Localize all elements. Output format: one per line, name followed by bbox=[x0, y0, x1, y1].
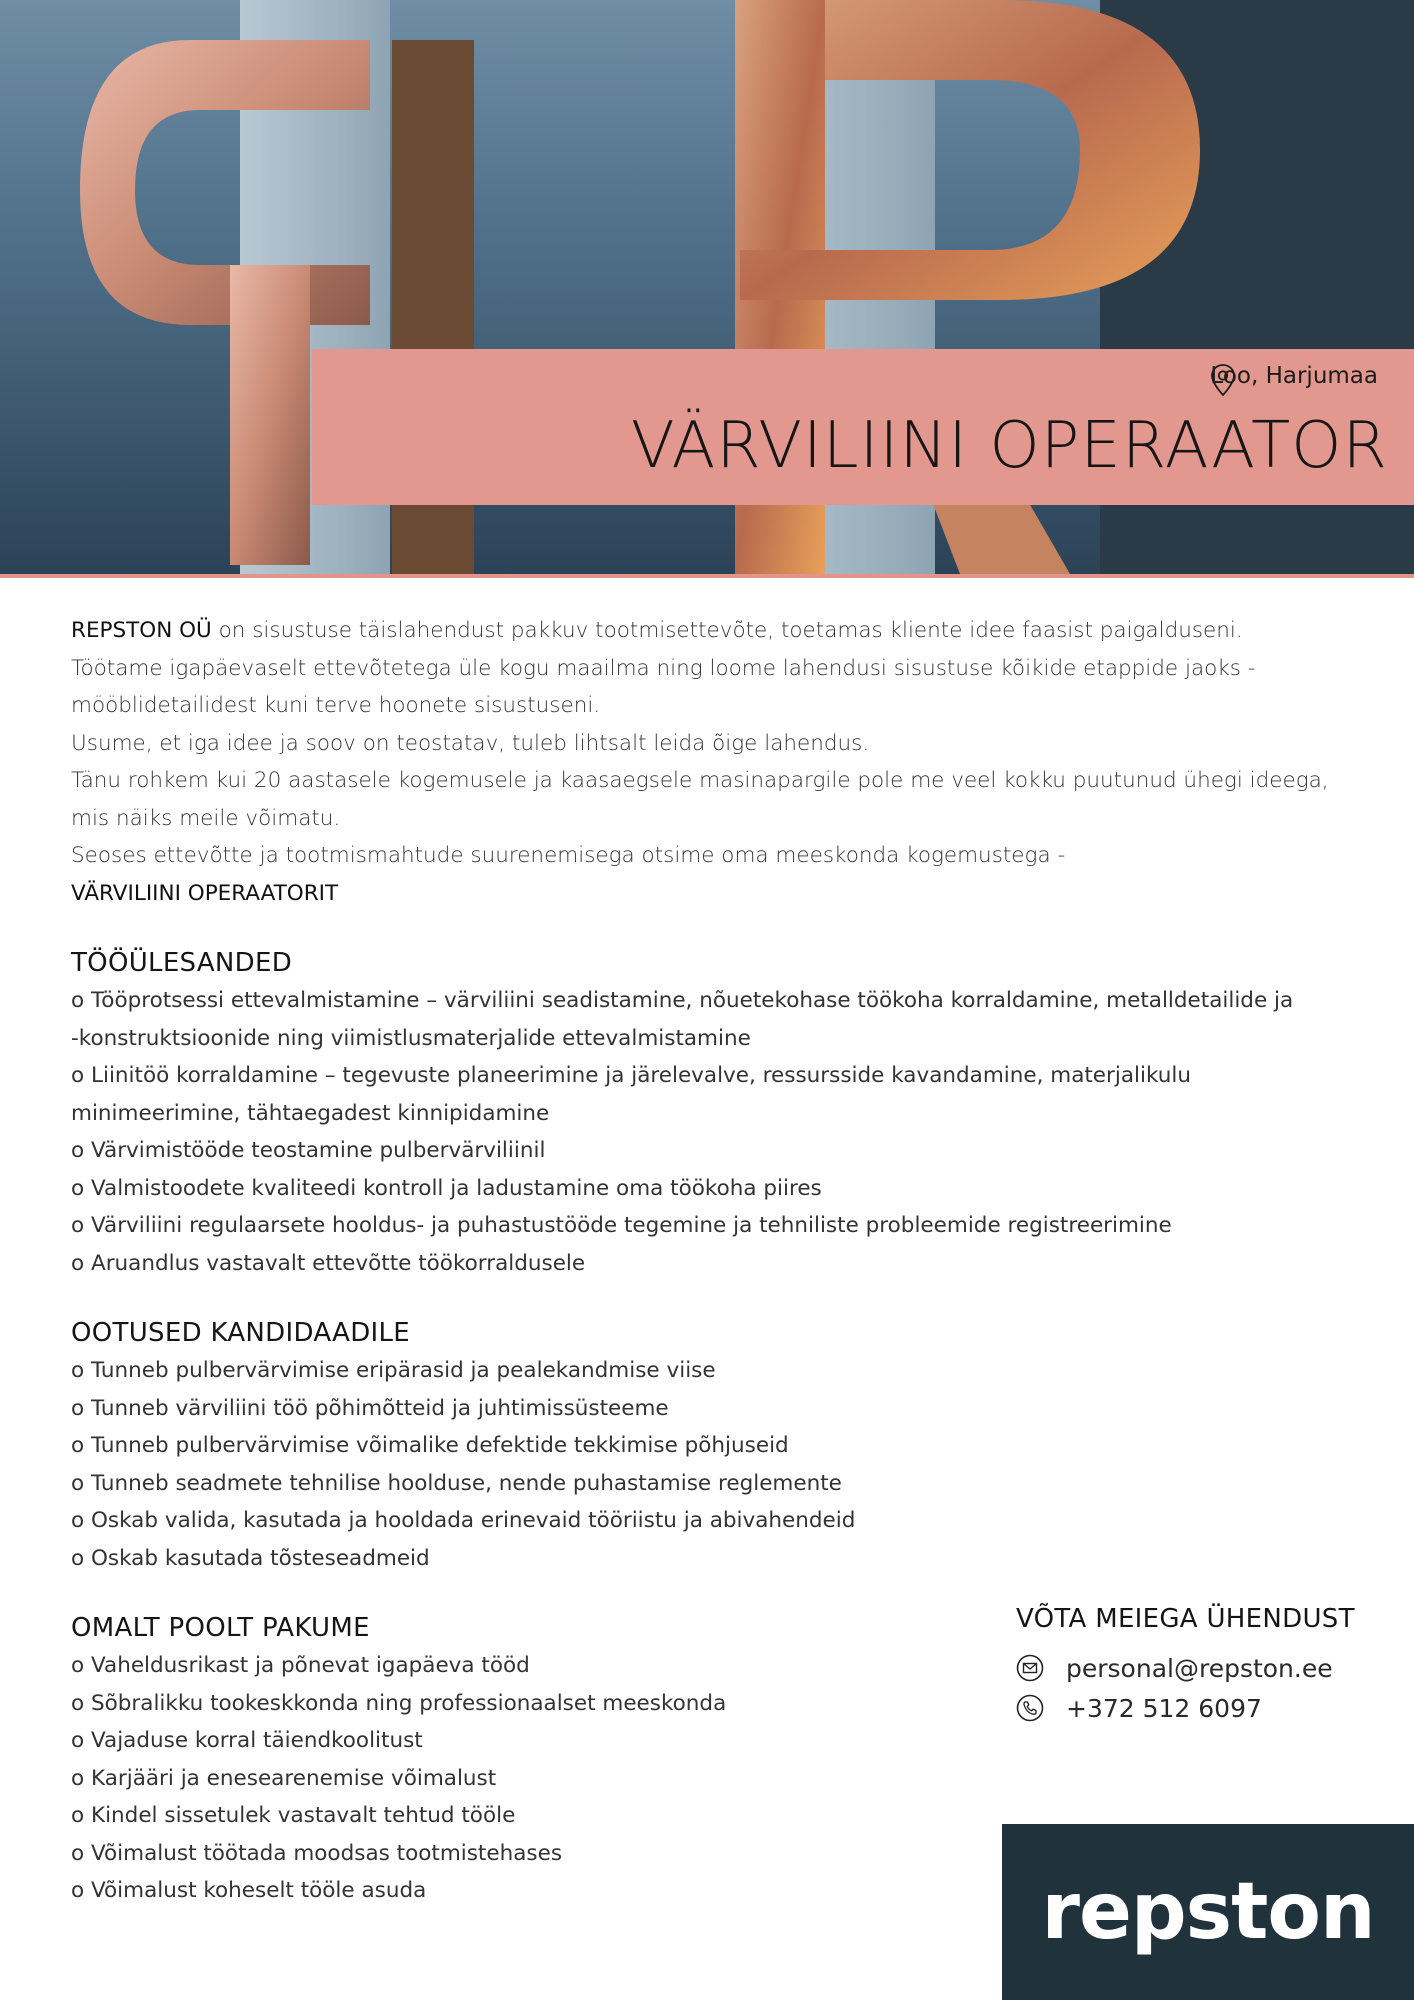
section-title-tasks: TÖÖÜLESANDED bbox=[71, 948, 293, 978]
list-item: o Võimalust koheselt tööle asuda bbox=[71, 1878, 427, 1903]
list-item: o Sõbralikku tookeskkonda ning professionaalset meeskonda bbox=[71, 1690, 727, 1716]
list-item: o Oskab kasutada tõsteseadmeid bbox=[71, 1545, 430, 1571]
intro-line: mööblidetailidest kuni terve hoonete sisustuseni. bbox=[71, 693, 601, 718]
list-item: o Aruandlus vastavalt ettevõtte töökorraldusele bbox=[71, 1250, 586, 1276]
list-item: o Tunneb pulbervärvimise eripärasid ja pealekandmise viise bbox=[71, 1358, 716, 1383]
contact-title: VÕTA MEIEGA ÜHENDUST bbox=[1016, 1604, 1355, 1634]
job-title: VÄRVILIINI OPERAATOR bbox=[630, 409, 1388, 483]
list-item: o Kindel sissetulek vastavalt tehtud tööle bbox=[71, 1803, 516, 1828]
list-item: o Tunneb seadmete tehnilise hoolduse, nende puhastamise reglemente bbox=[71, 1470, 842, 1496]
contact-phone-row[interactable] bbox=[1016, 1688, 1396, 1728]
list-item: o Võimalust töötada moodsas tootmistehases bbox=[71, 1840, 563, 1866]
section-title-expectations: OOTUSED KANDIDAADILE bbox=[71, 1318, 411, 1348]
hero-photo bbox=[0, 0, 1414, 574]
list-item: o Oskab valida, kasutada ja hooldada erinevaid tööriistu ja abivahendeid bbox=[71, 1508, 856, 1533]
logo-wordmark: repston bbox=[1041, 1867, 1375, 1957]
intro-line: Seoses ettevõtte ja tootmismahtude suurenemisega otsime oma meeskonda kogemustega - bbox=[71, 843, 1066, 868]
list-item: o Karjääri ja enesearenemise võimalust bbox=[71, 1765, 497, 1791]
email-icon bbox=[1016, 1654, 1044, 1682]
list-item: -konstruktsioonide ning viimistlusmaterjalide ettevalmistamine bbox=[71, 1025, 751, 1051]
list-item: o Tööprotsessi ettevalmistamine – värviliini seadistamine, nõuetekohase töökoha korraldamine, metalldetailide ja bbox=[71, 988, 1294, 1013]
intro-line: Usume, et iga idee ja soov on teostatav, tuleb lihtsalt leida õige lahendus. bbox=[71, 730, 870, 756]
location-pin-icon bbox=[1210, 363, 1236, 397]
contact-block bbox=[1016, 1604, 1396, 1728]
position-call: VÄRVILIINI OPERAATORIT bbox=[71, 880, 339, 906]
company-logo bbox=[1002, 1824, 1414, 2000]
contact-email-row[interactable] bbox=[1016, 1648, 1396, 1688]
list-item: o Tunneb värviliini töö põhimõtteid ja juhtimissüsteeme bbox=[71, 1395, 669, 1421]
list-item: o Vajaduse korral täiendkoolitust bbox=[71, 1728, 423, 1753]
intro-line bbox=[71, 612, 1361, 650]
section-title-offer: OMALT POOLT PAKUME bbox=[71, 1613, 370, 1643]
list-item: o Vaheldusrikast ja põnevat igapäeva tööd bbox=[71, 1653, 530, 1678]
intro-text: on sisustuse täislahendust pakkuv tootmisettevõte, toetamas kliente idee faasist paigalduseni. bbox=[211, 618, 1243, 643]
list-item: o Värviliini regulaarsete hooldus- ja puhastustööde tegemine ja tehniliste probleemide registreerimine bbox=[71, 1213, 1172, 1238]
intro-line: Töötame igapäevaselt ettevõtetega üle kogu maailma ning loome lahendusi sisustuse kõikide etappide jaoks - bbox=[71, 655, 1256, 681]
title-banner bbox=[312, 349, 1414, 505]
list-item: o Värvimistööde teostamine pulbervärviliinil bbox=[71, 1138, 546, 1163]
company-name: REPSTON OÜ bbox=[71, 618, 212, 643]
list-item: o Valmistoodete kvaliteedi kontroll ja ladustamine oma töökoha piires bbox=[71, 1175, 822, 1201]
intro-line: mis näiks meile võimatu. bbox=[71, 805, 341, 831]
phone-icon bbox=[1016, 1694, 1044, 1722]
contact-email[interactable]: personal@repston.ee bbox=[1066, 1653, 1333, 1683]
list-item: o Liinitöö korraldamine – tegevuste planeerimine ja järelevalve, ressursside kavandamine, materjalikulu bbox=[71, 1063, 1191, 1088]
location bbox=[1210, 363, 1378, 389]
divider bbox=[0, 574, 1414, 578]
intro-line: Tänu rohkem kui 20 aastasele kogemusele ja kaasaegsele masinapargile pole me veel kokku puutunud ühegi ideega, bbox=[71, 768, 1329, 793]
location-text: Loo, Harjumaa bbox=[1210, 363, 1378, 389]
list-item: o Tunneb pulbervärvimise võimalike defektide tekkimise põhjuseid bbox=[71, 1433, 789, 1458]
list-item: minimeerimine, tähtaegadest kinnipidamine bbox=[71, 1100, 550, 1126]
contact-phone[interactable]: +372 512 6097 bbox=[1066, 1693, 1262, 1723]
